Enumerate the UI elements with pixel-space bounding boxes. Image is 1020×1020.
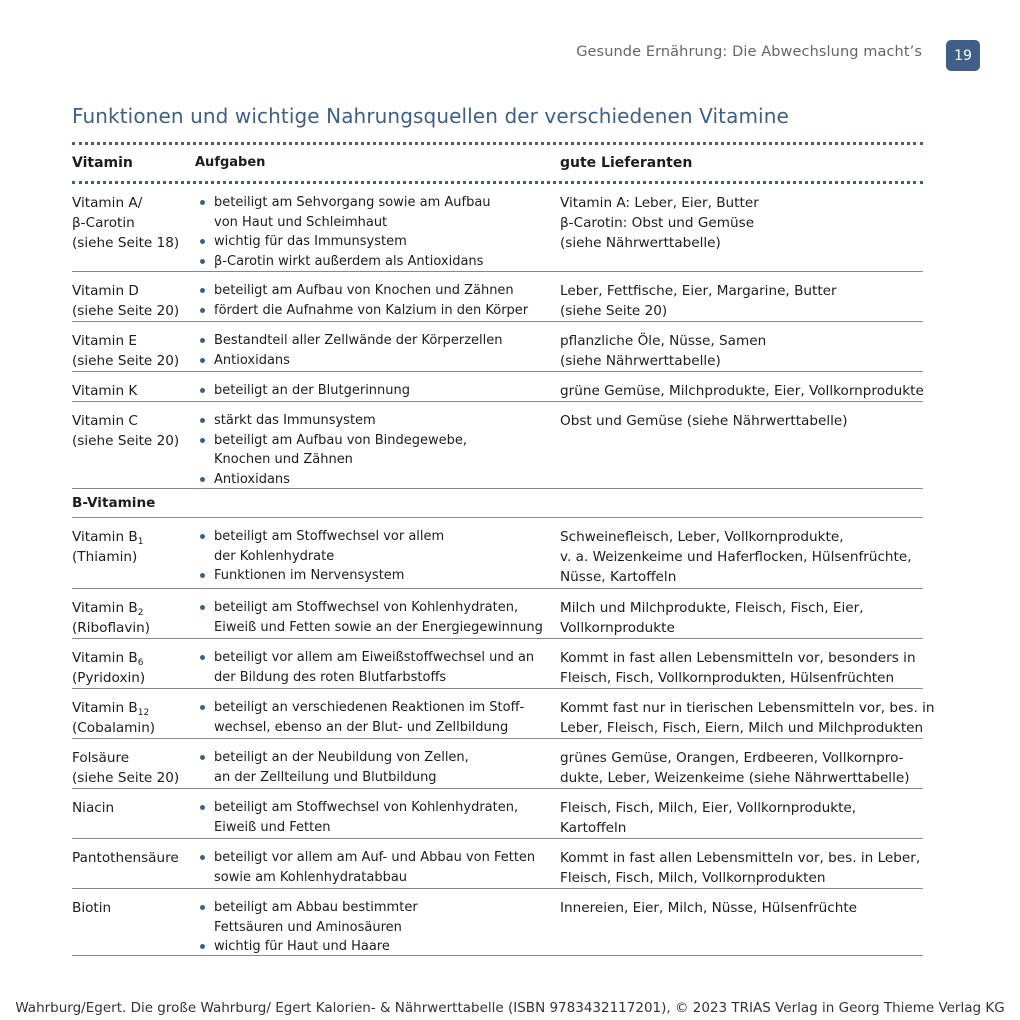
task-bullet: Antioxidans	[195, 470, 560, 490]
name-subscript: 2	[137, 608, 144, 618]
table-row	[72, 639, 923, 689]
vitamin-sources	[560, 648, 923, 688]
source-line: (siehe Nährwerttabelle)	[560, 353, 721, 369]
source-line: Leber, Fettfische, Eier, Margarine, Butter	[560, 283, 837, 299]
vitamin-tasks	[195, 411, 560, 488]
vitamin-sources	[560, 748, 923, 788]
vitamin-sources	[560, 848, 923, 888]
name-line: (siehe Seite 20)	[72, 433, 180, 449]
table-row	[72, 272, 923, 322]
table-row	[72, 789, 923, 839]
task-bullet: stärkt das Immunsystem	[195, 411, 560, 431]
vitamin-name	[72, 598, 195, 638]
task-bullet: Funktionen im Nervensystem	[195, 566, 560, 586]
source-line: Vollkornprodukte	[560, 620, 675, 636]
table-row	[72, 322, 923, 372]
name-line: (Thiamin)	[72, 549, 138, 565]
source-line: Vitamin A: Leber, Eier, Butter	[560, 195, 759, 211]
vitamin-sources	[560, 281, 923, 321]
task-bullet: beteiligt am Abbau bestimmter	[195, 898, 560, 918]
vitamin-name	[72, 848, 195, 888]
section-label: B-Vitamine	[72, 495, 156, 511]
vitamin-tasks	[195, 331, 560, 371]
source-line: (siehe Nährwerttabelle)	[560, 235, 721, 251]
source-line: grüne Gemüse, Milchprodukte, Eier, Vollkornprodukte	[560, 383, 924, 399]
header-sources: gute Lieferanten	[560, 155, 693, 171]
source-line: (siehe Seite 20)	[560, 303, 668, 319]
page-title: Funktionen und wichtige Nahrungsquellen der verschiedenen Vitamine	[72, 104, 789, 128]
copyright-footer: Wahrburg/Egert. Die große Wahrburg/ Egert Kalorien- & Nährwerttabelle (ISBN 9783432117201), © 2023 TRIAS Verlag in Georg Thieme Verlag KG	[15, 1000, 1005, 1016]
task-continuation: Eiweiß und Fetten	[214, 819, 331, 835]
header-tasks: Aufgaben	[195, 155, 266, 171]
vitamin-tasks	[195, 598, 560, 638]
name-line: (Cobalamin)	[72, 720, 156, 736]
task-bullet: beteiligt vor allem am Eiweißstoffwechsel und an	[195, 648, 560, 668]
name-subscript: 6	[137, 658, 144, 668]
task-bullet: beteiligt am Stoffwechsel von Kohlenhydraten,	[195, 798, 560, 818]
table-row	[72, 402, 923, 489]
task-bullet: beteiligt an verschiedenen Reaktionen im Stoff-	[195, 698, 560, 718]
name-line	[72, 698, 195, 718]
vitamin-sources	[560, 598, 923, 638]
vitamin-sources	[560, 698, 935, 738]
name-line: Vitamin E	[72, 333, 137, 349]
name-line	[72, 598, 195, 618]
source-line: Fleisch, Fisch, Milch, Eier, Vollkornprodukte,	[560, 800, 857, 816]
name-text: Vitamin B	[72, 529, 138, 545]
source-line: Milch und Milchprodukte, Fleisch, Fisch, Eier,	[560, 600, 864, 616]
source-line: β-Carotin: Obst und Gemüse	[560, 215, 755, 231]
task-bullet: beteiligt am Aufbau von Knochen und Zähnen	[195, 281, 560, 301]
vitamin-name	[72, 698, 195, 738]
name-text: Vitamin B	[72, 700, 138, 716]
name-line: Vitamin K	[72, 383, 138, 399]
vitamin-name	[72, 798, 195, 838]
source-line: grünes Gemüse, Orangen, Erdbeeren, Vollkornpro-	[560, 750, 904, 766]
source-line: Fleisch, Fisch, Milch, Vollkornprodukten	[560, 870, 826, 886]
vitamin-table	[72, 142, 935, 956]
name-line: Vitamin C	[72, 413, 138, 429]
name-line: (siehe Seite 20)	[72, 353, 180, 369]
task-continuation: an der Zellteilung und Blutbildung	[214, 769, 437, 785]
name-line	[72, 648, 195, 668]
vitamin-tasks	[195, 748, 560, 788]
task-continuation: Fettsäuren und Aminosäuren	[214, 919, 402, 935]
source-line: Leber, Fleisch, Fisch, Eiern, Milch und Milchprodukten	[560, 720, 924, 736]
task-bullet: wichtig für das Immunsystem	[195, 232, 560, 252]
vitamin-tasks	[195, 898, 560, 955]
vitamin-name	[72, 648, 195, 688]
vitamin-sources	[560, 411, 923, 488]
source-line: Kartoffeln	[560, 820, 627, 836]
vitamin-tasks	[195, 648, 560, 688]
name-line: Vitamin D	[72, 283, 139, 299]
vitamin-name	[72, 193, 195, 271]
table-row	[72, 372, 923, 402]
table-row	[72, 689, 935, 739]
name-subscript: 12	[137, 708, 150, 718]
name-line	[72, 527, 195, 547]
name-line: Biotin	[72, 900, 112, 916]
source-line: Obst und Gemüse (siehe Nährwerttabelle)	[560, 413, 848, 429]
table-row	[72, 589, 923, 639]
vitamin-tasks	[195, 698, 560, 738]
vitamin-name	[72, 527, 195, 588]
table-row	[72, 518, 923, 589]
name-text: Vitamin B	[72, 650, 138, 666]
source-line: dukte, Leber, Weizenkeime (siehe Nährwerttabelle)	[560, 770, 910, 786]
name-line: Niacin	[72, 800, 115, 816]
task-continuation: wechsel, ebenso an der Blut- und Zellbildung	[214, 719, 509, 735]
source-line: Kommt in fast allen Lebensmitteln vor, besonders in	[560, 650, 916, 666]
table-row	[72, 739, 923, 789]
source-line: pflanzliche Öle, Nüsse, Samen	[560, 333, 767, 349]
vitamin-sources	[560, 331, 923, 371]
vitamin-tasks	[195, 193, 560, 271]
task-continuation: sowie am Kohlenhydratabbau	[214, 869, 408, 885]
vitamin-tasks	[195, 798, 560, 838]
table-row	[72, 839, 923, 889]
name-line: (Riboflavin)	[72, 620, 151, 636]
vitamin-tasks	[195, 381, 560, 401]
vitamin-sources	[560, 193, 923, 271]
name-line: (siehe Seite 20)	[72, 770, 180, 786]
table-row	[72, 184, 923, 272]
task-continuation: der Kohlenhydrate	[214, 548, 335, 564]
vitamin-sources	[560, 381, 924, 401]
task-bullet: beteiligt am Stoffwechsel von Kohlenhydraten,	[195, 598, 560, 618]
header-vitamin: Vitamin	[72, 155, 133, 171]
source-line: Kommt fast nur in tierischen Lebensmitteln vor, bes. in	[560, 700, 935, 716]
vitamin-name	[72, 748, 195, 788]
name-line: Folsäure	[72, 750, 130, 766]
task-bullet: beteiligt am Sehvorgang sowie am Aufbau	[195, 193, 560, 213]
name-text: Vitamin B	[72, 600, 138, 616]
running-title: Gesunde Ernährung: Die Abwechslung macht’s	[576, 44, 922, 60]
vitamin-sources	[560, 898, 923, 955]
task-bullet: beteiligt an der Blutgerinnung	[195, 381, 560, 401]
vitamin-name	[72, 381, 195, 401]
vitamin-tasks	[195, 848, 560, 888]
source-line: Kommt in fast allen Lebensmitteln vor, bes. in Leber,	[560, 850, 921, 866]
source-line: Schweinefleisch, Leber, Vollkornprodukte,	[560, 529, 844, 545]
vitamin-tasks	[195, 527, 560, 588]
task-continuation: von Haut und Schleimhaut	[214, 214, 388, 230]
name-line: (siehe Seite 18)	[72, 235, 180, 251]
table-row	[72, 889, 923, 956]
name-line: (Pyridoxin)	[72, 670, 146, 686]
vitamin-sources	[560, 527, 923, 588]
table-header	[72, 145, 923, 181]
task-bullet: fördert die Aufnahme von Kalzium in den Körper	[195, 301, 560, 321]
task-bullet: beteiligt an der Neubildung von Zellen,	[195, 748, 560, 768]
vitamin-name	[72, 898, 195, 955]
name-subscript: 1	[137, 537, 144, 547]
name-line: β-Carotin	[72, 215, 135, 231]
task-bullet: wichtig für Haut und Haare	[195, 937, 560, 957]
name-line: (siehe Seite 20)	[72, 303, 180, 319]
task-bullet: β-Carotin wirkt außerdem als Antioxidans	[195, 252, 560, 272]
vitamin-name	[72, 411, 195, 488]
vitamin-tasks	[195, 281, 560, 321]
source-line: v. a. Weizenkeime und Haferflocken, Hülsenfrüchte,	[560, 549, 912, 565]
name-line: Pantothensäure	[72, 850, 179, 866]
task-continuation: Eiweiß und Fetten sowie an der Energiegewinnung	[214, 619, 543, 635]
source-line: Fleisch, Fisch, Vollkornprodukten, Hülsenfrüchten	[560, 670, 895, 686]
vitamin-sources	[560, 798, 923, 838]
vitamin-name	[72, 331, 195, 371]
vitamin-name	[72, 281, 195, 321]
task-bullet: beteiligt am Aufbau von Bindegewebe,	[195, 431, 560, 451]
name-line: Vitamin A/	[72, 195, 143, 211]
task-continuation: der Bildung des roten Blutfarbstoffs	[214, 669, 447, 685]
task-bullet: Bestandteil aller Zellwände der Körperzellen	[195, 331, 560, 351]
source-line: Nüsse, Kartoffeln	[560, 569, 677, 585]
section-heading-b-vitamine	[72, 489, 923, 518]
page-number: 19	[946, 40, 980, 71]
task-bullet: Antioxidans	[195, 351, 560, 371]
task-continuation: Knochen und Zähnen	[214, 452, 353, 467]
source-line: Innereien, Eier, Milch, Nüsse, Hülsenfrüchte	[560, 900, 858, 916]
task-bullet: beteiligt vor allem am Auf- und Abbau von Fetten	[195, 848, 560, 868]
task-bullet: beteiligt am Stoffwechsel vor allem	[195, 527, 560, 547]
